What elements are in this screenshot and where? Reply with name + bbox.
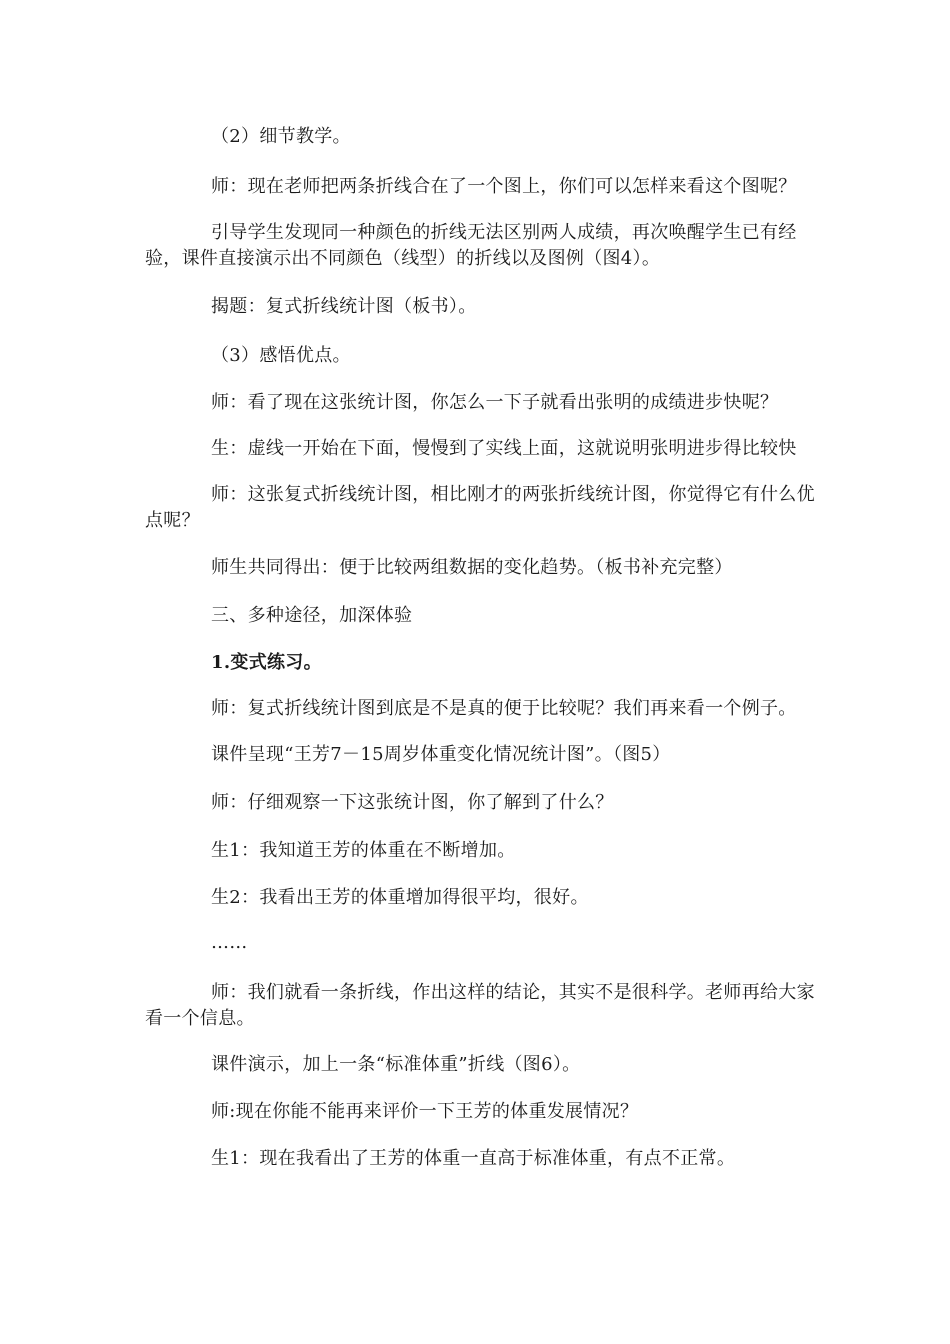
subheading-variation-practice: 1.变式练习。 (211, 652, 322, 673)
paragraph-teacher-example: 师：复式折线统计图到底是不是真的便于比较呢？我们再来看一个例子。 (211, 698, 797, 719)
paragraph-reveal-title: 揭题：复式折线统计图（板书）。 (211, 296, 477, 317)
paragraph-teacher-observe: 师：仔细观察一下这张统计图，你了解到了什么？ (211, 792, 614, 813)
paragraph-feel-advantages: （3）感悟优点。 (211, 345, 351, 366)
paragraph-courseware-figure5: 课件呈现“王芳7－15周岁体重变化情况统计图”。（图5） (211, 744, 671, 765)
paragraph-teacher-combined-chart: 师：现在老师把两条折线合在了一个图上，你们可以怎样来看这个图呢？ (211, 176, 797, 197)
paragraph-teacher-question-progress: 师：看了现在这张统计图，你怎么一下子就看出张明的成绩进步快呢？ (211, 392, 779, 413)
paragraph-student2-even: 生2：我看出王芳的体重增加得很平均，很好。 (211, 887, 589, 908)
paragraph-teacher-one-line: 师：我们就看一条折线，作出这样的结论，其实不是很科学。老师再给大家看一个信息。 (145, 982, 815, 1029)
paragraph-student1-above-standard: 生1：现在我看出了王芳的体重一直高于标准体重，有点不正常。 (211, 1148, 736, 1169)
paragraph-conclusion: 师生共同得出：便于比较两组数据的变化趋势。（板书补充完整） (211, 557, 733, 578)
paragraph-courseware-figure6: 课件演示，加上一条“标准体重”折线（图6）。 (211, 1054, 581, 1075)
paragraph-teacher-evaluate: 师:现在你能不能再来评价一下王芳的体重发展情况？ (211, 1101, 639, 1122)
paragraph-guide-students: 引导学生发现同一种颜色的折线无法区别两人成绩，再次唤醒学生已有经验，课件直接演示出不同颜色（线型）的折线以及图例（图4）。 (145, 222, 797, 269)
paragraph-detail-teaching: （2）细节教学。 (211, 126, 351, 147)
paragraph-student-dashed-line: 生：虚线一开始在下面，慢慢到了实线上面，这就说明张明进步得比较快 (211, 438, 797, 459)
paragraph-student1-increase: 生1：我知道王芳的体重在不断增加。 (211, 840, 516, 861)
section-heading-three: 三、多种途径，加深体验 (211, 605, 413, 626)
paragraph-teacher-advantages: 师：这张复式折线统计图，相比刚才的两张折线统计图，你觉得它有什么优点呢？ (145, 484, 815, 531)
ellipsis-text: …… (211, 932, 248, 953)
